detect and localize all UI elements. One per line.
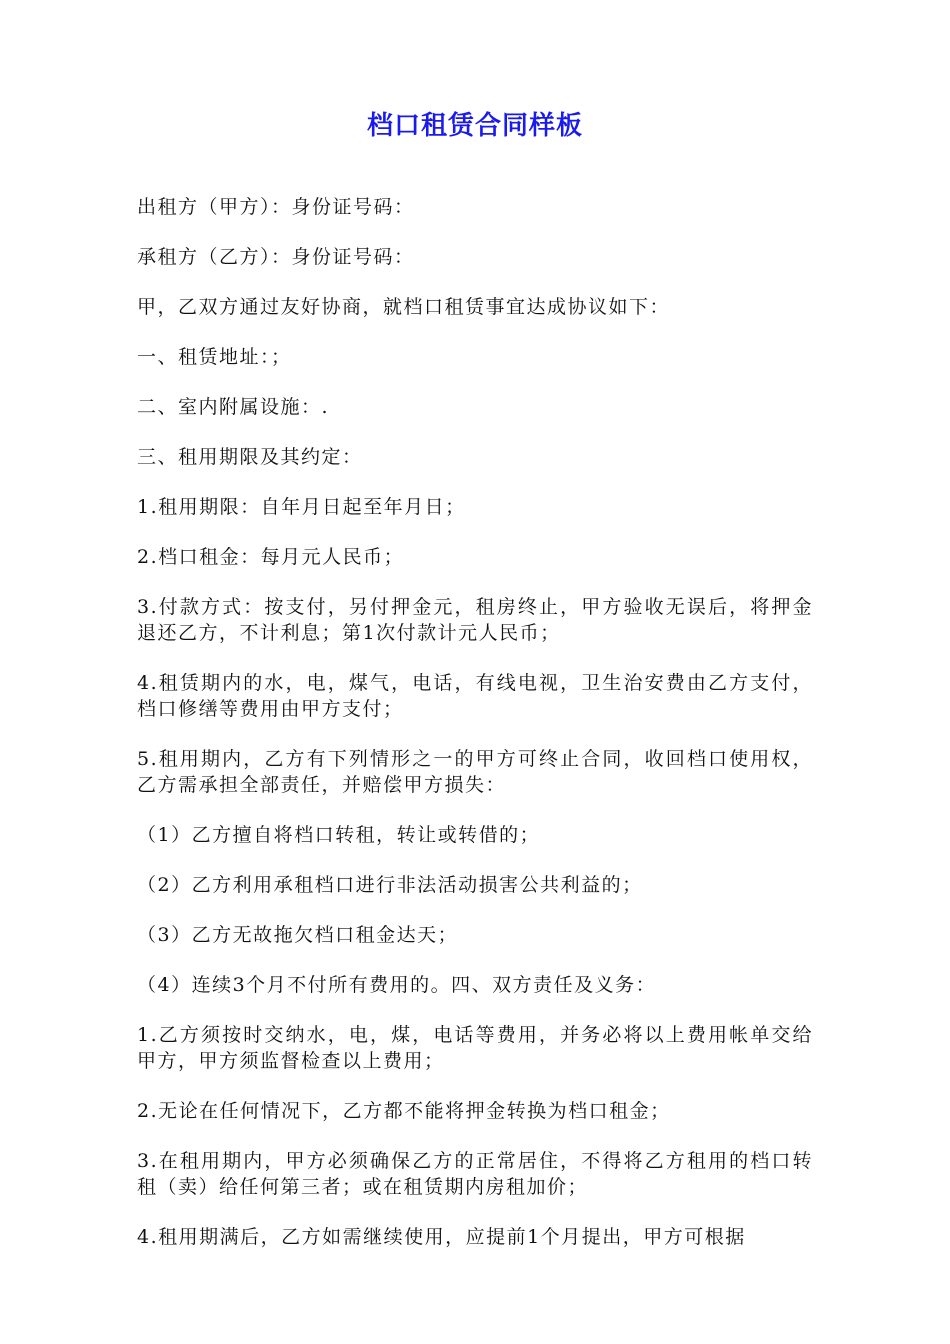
- paragraph-section-2: 二、室内附属设施：.: [137, 396, 330, 418]
- paragraph-clause-1: （1）乙方擅自将档口转租，转让或转借的；: [137, 824, 541, 846]
- paragraph-lessor: 出租方（甲方）：身份证号码：: [137, 196, 415, 218]
- paragraph-duty-4: 4.租用期满后，乙方如需继续使用，应提前1个月提出，甲方可根据: [137, 1226, 746, 1248]
- document-title: 档口租赁合同样板: [366, 111, 583, 141]
- document-body: [137, 194, 813, 1250]
- paragraph-section-3: 三、租用期限及其约定：: [137, 446, 363, 468]
- paragraph-duty-3: 3.在租用期内，甲方必须确保乙方的正常居住，不得将乙方租用的档口转租（卖）给任何第三者；或在租赁期内房租加价；: [137, 1150, 813, 1198]
- paragraph-intro: 甲，乙双方通过友好协商，就档口租赁事宜达成协议如下：: [137, 296, 671, 318]
- paragraph-term: 1.租用期限：自年月日起至年月日；: [137, 496, 466, 518]
- paragraph-section-1: 一、租赁地址：；: [137, 346, 292, 368]
- paragraph-payment: 3.付款方式：按支付，另付押金元，租房终止，甲方验收无误后，将押金退还乙方，不计利息；第1次付款计元人民币；: [137, 596, 813, 644]
- paragraph-termination: 5.租用期内，乙方有下列情形之一的甲方可终止合同，收回档口使用权，乙方需承担全部责任，并赔偿甲方损失：: [137, 748, 813, 796]
- paragraph-duty-1: 1.乙方须按时交纳水，电，煤，电话等费用，并务必将以上费用帐单交给甲方，甲方须监督检查以上费用；: [137, 1024, 813, 1072]
- paragraph-rent: 2.档口租金：每月元人民币；: [137, 546, 405, 568]
- paragraph-utilities: 4.租赁期内的水，电，煤气，电话，有线电视，卫生治安费由乙方支付，档口修缮等费用由甲方支付；: [137, 672, 813, 720]
- paragraph-lessee: 承租方（乙方）：身份证号码：: [137, 246, 415, 268]
- paragraph-clause-2: （2）乙方利用承租档口进行非法活动损害公共利益的；: [137, 874, 643, 896]
- paragraph-duty-2: 2.无论在任何情况下，乙方都不能将押金转换为档口租金；: [137, 1100, 671, 1122]
- paragraph-clause-4: （4）连续3个月不付所有费用的。四、双方责任及义务：: [137, 974, 657, 996]
- paragraph-clause-3: （3）乙方无故拖欠档口租金达天；: [137, 924, 459, 946]
